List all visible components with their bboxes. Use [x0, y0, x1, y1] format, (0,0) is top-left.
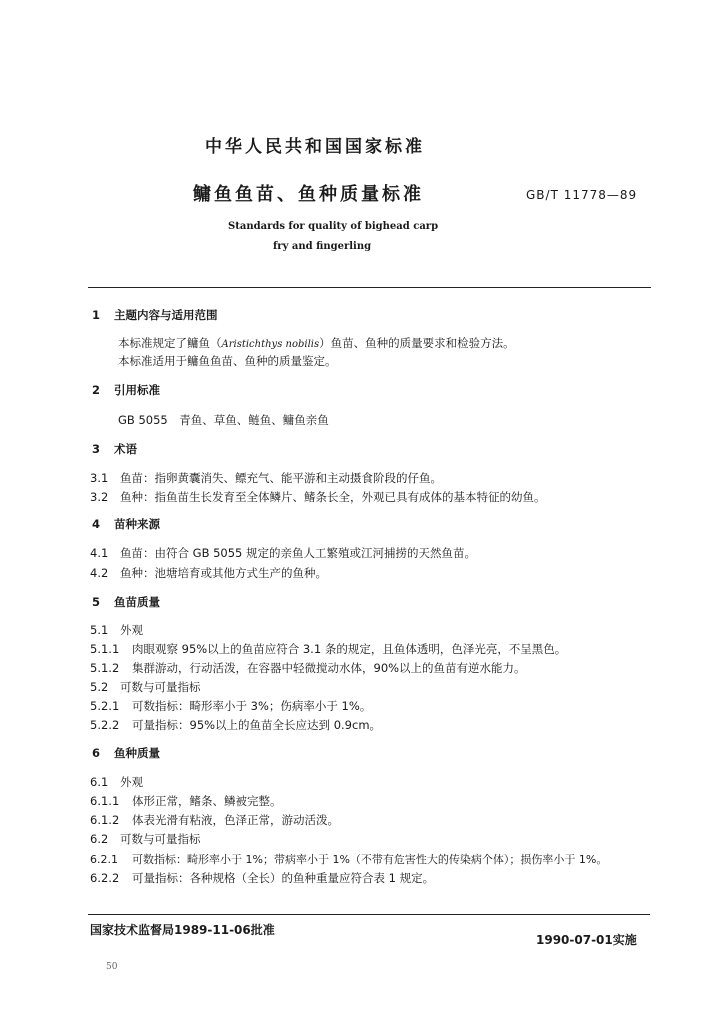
section-3-item-2: 3.2 鱼种：指鱼苗生长发育至全体鳞片、鳍条长全，外观已具有成体的基本特征的幼鱼。: [90, 490, 546, 504]
section-5-2-2: 5.2.2 可量指标：95%以上的鱼苗全长应达到 0.9cm。: [90, 718, 382, 732]
section-1-paragraph-2: 本标准适用于鳙鱼鱼苗、鱼种的质量鉴定。: [118, 354, 337, 368]
english-title-line2: fry and fingerling: [273, 241, 372, 252]
header-divider: [88, 287, 651, 288]
section-6-1: 6.1 外观: [90, 775, 143, 789]
section-6-2-2: 6.2.2 可量指标：各种规格（全长）的鱼种重量应符合表 1 规定。: [90, 871, 435, 885]
section-3-item-1: 3.1 鱼苗：指卵黄囊消失、鳔充气、能平游和主动摄食阶段的仔鱼。: [90, 471, 442, 485]
effective-date: 1990-07-01实施: [536, 933, 637, 947]
section-3-heading: 3 术语: [92, 442, 137, 456]
section-6-2: 6.2 可数与可量指标: [90, 832, 201, 846]
section-2-heading: 2 引用标准: [92, 383, 160, 397]
standard-number: GB/T 11778—89: [526, 188, 638, 202]
national-standard-heading: 中华人民共和国国家标准: [205, 137, 425, 157]
approval-date: 国家技术监督局1989-11-06批准: [90, 923, 275, 937]
section-1-heading: 1 主题内容与适用范围: [92, 308, 218, 322]
section-5-1-1: 5.1.1 肉眼观察 95%以上的鱼苗应符合 3.1 条的规定，且鱼体透明，色泽光亮，不呈黑色。: [90, 642, 567, 656]
section-5-1-2: 5.1.2 集群游动，行动活泼，在容器中轻微搅动水体，90%以上的鱼苗有逆水能力。: [90, 661, 526, 675]
section-6-heading: 6 鱼种质量: [92, 746, 160, 760]
section-5-heading: 5 鱼苗质量: [92, 595, 160, 609]
section-4-item-2: 4.2 鱼种：池塘培育或其他方式生产的鱼种。: [90, 566, 327, 580]
section-5-1: 5.1 外观: [90, 623, 143, 637]
page-number: 50: [106, 962, 118, 972]
section-4-heading: 4 苗种来源: [92, 517, 160, 531]
section-1-paragraph-1: 本标准规定了鳙鱼（Aristichthys nobilis）鱼苗、鱼种的质量要求和检验方法。: [118, 336, 515, 350]
footer-divider: [88, 914, 650, 915]
section-4-item-1: 4.1 鱼苗：由符合 GB 5055 规定的亲鱼人工繁殖或江河捕捞的天然鱼苗。: [90, 546, 477, 560]
section-5-2-1: 5.2.1 可数指标：畸形率小于 3%；伤病率小于 1%。: [90, 699, 372, 713]
english-title-line1: Standards for quality of bighead carp: [228, 221, 439, 232]
section-5-2: 5.2 可数与可量指标: [90, 680, 201, 694]
section-6-2-1: 6.2.1 可数指标：畸形率小于 1%；带病率小于 1%（不带有危害性大的传染病个体）；损伤率小于 1%。: [90, 853, 608, 866]
section-6-1-1: 6.1.1 体形正常，鳍条、鳞被完整。: [90, 794, 282, 808]
section-6-1-2: 6.1.2 体表光滑有粘液，色泽正常，游动活泼。: [90, 813, 339, 827]
document-title: 鳙鱼鱼苗、鱼种质量标准: [193, 184, 424, 205]
section-2-reference: GB 5055 青鱼、草鱼、鲢鱼、鳙鱼亲鱼: [118, 413, 329, 427]
